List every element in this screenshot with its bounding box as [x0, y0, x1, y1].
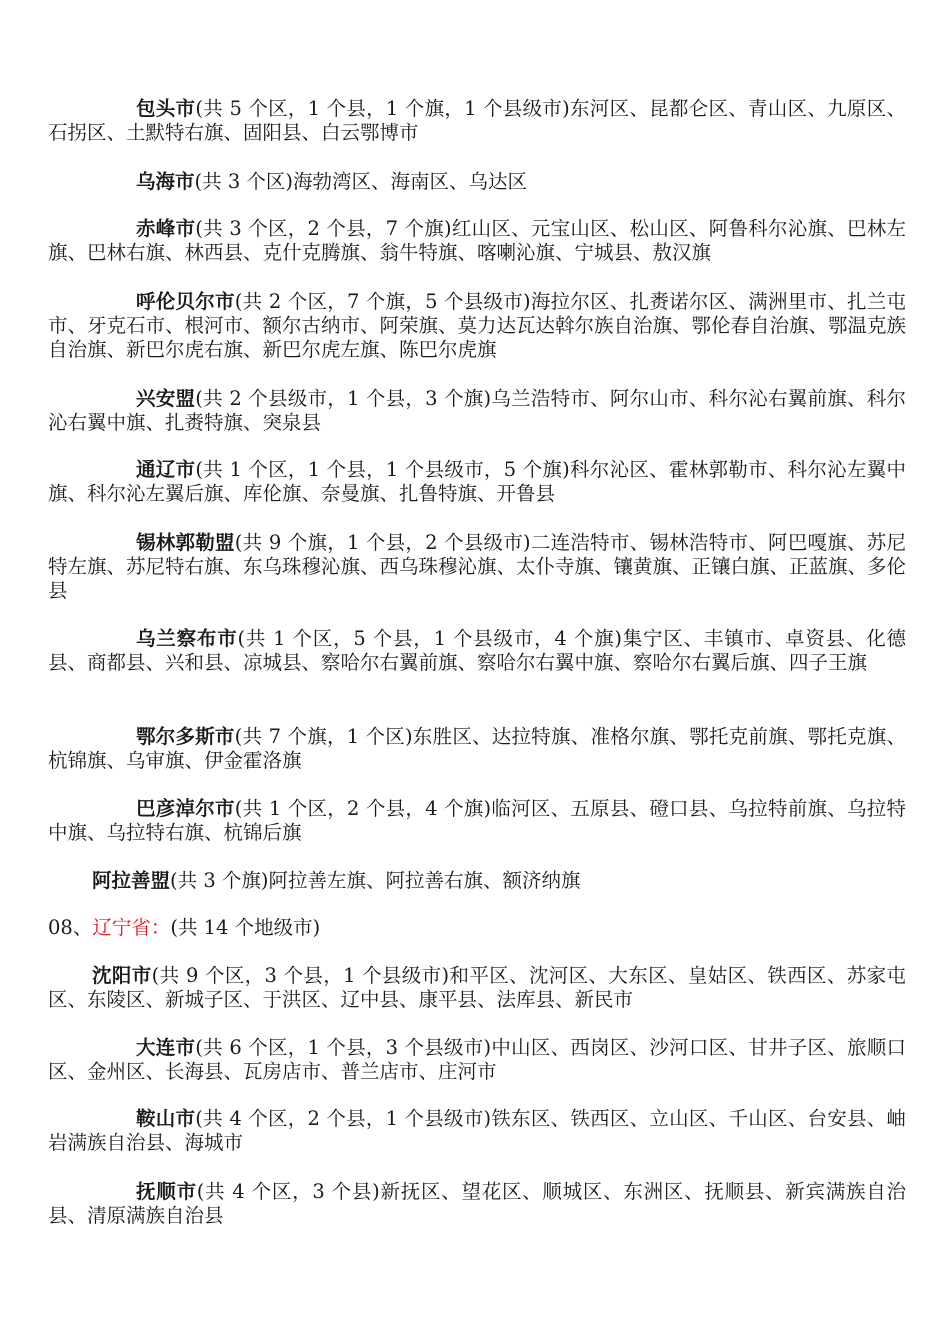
city-name: 兴安盟 [136, 387, 196, 410]
city-entry-shenyang [48, 964, 906, 1012]
city-entry-baotou [48, 97, 906, 145]
city-name: 赤峰市 [136, 217, 196, 240]
city-detail: (共 3 个区，2 个县，7 个旗)红山区、元宝山区、松山区、阿鲁科尔沁旗、巴林左旗、巴林右旗、林西县、克什克腾旗、翁牛特旗、喀喇沁旗、宁城县、敖汉旗 [48, 217, 906, 264]
city-entry-fushun [48, 1180, 906, 1228]
city-entry-xilingol [48, 531, 906, 603]
section-summary: (共 14 个地级市) [170, 916, 321, 939]
city-name: 鞍山市 [136, 1107, 196, 1130]
city-name: 锡林郭勒盟 [136, 531, 235, 554]
city-detail: (共 3 个区)海勃湾区、海南区、乌达区 [194, 170, 528, 193]
city-detail: (共 3 个旗)阿拉善左旗、阿拉善右旗、额济纳旗 [170, 869, 581, 892]
city-detail: (共 2 个县级市，1 个县，3 个旗)乌兰浩特市、阿尔山市、科尔沁右翼前旗、科尔沁右翼中旗、扎赉特旗、突泉县 [48, 387, 906, 434]
city-name: 鄂尔多斯市 [136, 725, 235, 748]
city-entry-xingan [48, 387, 906, 435]
city-detail: (共 7 个旗，1 个区)东胜区、达拉特旗、准格尔旗、鄂托克前旗、鄂托克旗、杭锦旗、乌审旗、伊金霍洛旗 [48, 725, 906, 772]
city-detail: (共 2 个区，7 个旗，5 个县级市)海拉尔区、扎赉诺尔区、满洲里市、扎兰屯市、牙克石市、根河市、额尔古纳市、阿荣旗、莫力达瓦达斡尔族自治旗、鄂伦春自治旗、鄂温克族自治旗、新巴尔虎右旗、新巴尔虎左旗、陈巴尔虎旗 [48, 290, 907, 361]
city-entry-bayannur [48, 797, 906, 845]
section-heading-liaoning [48, 916, 906, 940]
city-entry-tongliao [48, 458, 906, 506]
city-entry-chifeng [48, 217, 906, 265]
city-detail: (共 1 个区，1 个县，1 个县级市，5 个旗)科尔沁区、霍林郭勒市、科尔沁左翼中旗、科尔沁左翼后旗、库伦旗、奈曼旗、扎鲁特旗、开鲁县 [48, 458, 906, 505]
section-number: 08、 [48, 916, 93, 939]
city-entry-hulunbuir [48, 290, 906, 362]
city-detail: (共 4 个区，3 个县)新抚区、望花区、顺城区、东洲区、抚顺县、新宾满族自治县、清原满族自治县 [48, 1180, 906, 1227]
city-name: 乌海市 [136, 170, 195, 193]
city-name: 通辽市 [136, 458, 196, 481]
city-name: 巴彦淖尔市 [136, 797, 235, 820]
city-name: 呼伦贝尔市 [136, 290, 235, 313]
city-entry-alxa [48, 869, 906, 893]
city-name: 大连市 [136, 1036, 196, 1059]
city-detail: (共 9 个旗，1 个县，2 个县级市)二连浩特市、锡林浩特市、阿巴嘎旗、苏尼特左旗、苏尼特右旗、东乌珠穆沁旗、西乌珠穆沁旗、太仆寺旗、镶黄旗、正镶白旗、正蓝旗、多伦县 [48, 531, 907, 602]
city-name: 沈阳市 [92, 964, 152, 987]
city-entry-wuhai [48, 170, 906, 194]
city-name: 阿拉善盟 [92, 869, 171, 892]
city-entry-ulanqab [48, 627, 906, 675]
city-entry-anshan [48, 1107, 906, 1155]
city-entry-dalian [48, 1036, 906, 1084]
city-detail: (共 9 个区，3 个县，1 个县级市)和平区、沈河区、大东区、皇姑区、铁西区、苏家屯区、东陵区、新城子区、于洪区、辽中县、康平县、法库县、新民市 [48, 964, 906, 1011]
city-entry-ordos [48, 725, 906, 773]
province-name: 辽宁省： [92, 916, 171, 939]
city-detail: (共 1 个区，5 个县，1 个县级市，4 个旗)集宁区、丰镇市、卓资县、化德县、商都县、兴和县、凉城县、察哈尔右翼前旗、察哈尔右翼中旗、察哈尔右翼后旗、四子王旗 [48, 627, 906, 674]
city-detail: (共 4 个区，2 个县，1 个县级市)铁东区、铁西区、立山区、千山区、台安县、岫岩满族自治县、海城市 [48, 1107, 906, 1154]
city-name: 包头市 [136, 97, 196, 120]
city-name: 乌兰察布市 [136, 627, 238, 650]
city-name: 抚顺市 [136, 1180, 197, 1203]
city-detail: (共 5 个区，1 个县，1 个旗，1 个县级市)东河区、昆都仑区、青山区、九原区、石拐区、土默特右旗、固阳县、白云鄂博市 [48, 97, 906, 144]
city-detail: (共 6 个区，1 个县，3 个县级市)中山区、西岗区、沙河口区、甘井子区、旅顺口区、金州区、长海县、瓦房店市、普兰店市、庄河市 [48, 1036, 906, 1083]
city-detail: (共 1 个区，2 个县，4 个旗)临河区、五原县、磴口县、乌拉特前旗、乌拉特中旗、乌拉特右旗、杭锦后旗 [48, 797, 906, 844]
